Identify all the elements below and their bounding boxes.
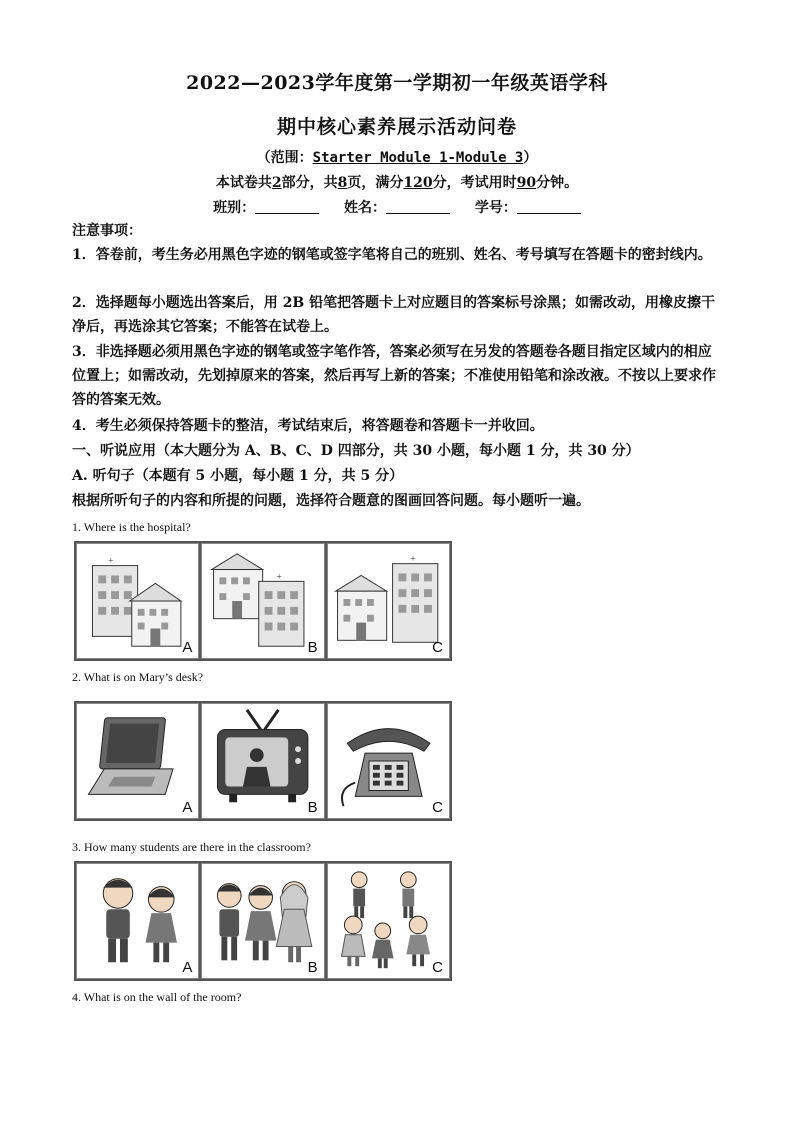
class-blank[interactable] [255,199,319,214]
option-label: C [432,799,443,816]
note-item-4: 4．考生必须保持答题卡的整洁，考试结束后，将答题卷和答题卡一并收回。 [72,418,544,434]
full-score: 120 [403,175,433,191]
question-2: 2. What is on Mary’s desk? [72,670,204,684]
option-label: C [432,959,443,976]
hospital-building-icon [202,544,323,658]
question-1-options [74,541,452,661]
part-a-title: A. 听句子（本题有 5 小题，每小题 1 分，共 5 分） [72,468,404,484]
question-3-options [74,861,452,981]
option-label: A [182,959,193,976]
q1-option-b[interactable] [201,543,324,659]
exam-meta: 本试卷共2部分，共8页，满分120分，考试用时90分钟。 [215,175,579,191]
svg-text:+: + [108,555,114,567]
question-3: 3. How many students are there in the classroom? [72,840,311,854]
five-students-icon [328,864,449,978]
two-students-icon [77,864,198,978]
svg-text:+: + [409,553,416,565]
q2-option-c[interactable] [327,703,450,819]
hospital-building-icon [77,544,198,658]
q2-option-a[interactable] [76,703,199,819]
exam-title: 2022—2023学年度第一学期初一年级英语学科 [186,72,608,94]
part-count: 2 [271,175,282,191]
exam-subtitle: 期中核心素养展示活动问卷 [276,116,517,138]
exam-scope: （范围：Starter Module 1-Module 3） [256,150,538,166]
hospital-building-icon [328,544,449,658]
svg-text:+: + [276,571,283,583]
option-label: B [307,639,318,656]
exam-minutes: 90 [516,175,537,191]
note-item-1: 1．答卷前，考生务必用黑色字迹的钢笔或签字笔将自己的班别、姓名、考号填写在答题卡的密封线内。 [72,247,712,263]
question-1: 1. Where is the hospital? [72,520,191,534]
option-label: C [432,639,443,656]
class-field: 班别： [213,200,319,216]
q3-option-c[interactable] [327,863,450,979]
question-4: 4. What is on the wall of the room? [72,990,242,1004]
note-item-2: 2．选择题每小题选出答案后，用 2B 铅笔把答题卡上对应题目的答案标号涂黑；如需改动，用橡皮擦干净后，再选涂其它答案；不能答在试卷上。 [72,295,716,335]
part-a-instruction: 根据所听句子的内容和所提的问题，选择符合题意的图画回答问题。每小题听一遍。 [72,493,590,509]
scope-range: Starter Module 1-Module 3 [312,150,524,166]
student-info-fields [0,197,794,217]
laptop-icon [77,704,198,818]
question-2-options [74,701,452,821]
section-title: 一、听说应用（本大题分为 A、B、C、D 四部分，共 30 小题，每小题 1 分，共 30 分） [72,443,640,459]
name-field: 姓名： [344,200,450,216]
option-label: B [307,959,318,976]
option-label: B [307,799,318,816]
three-students-icon [202,864,323,978]
option-label: A [182,799,193,816]
q2-option-b[interactable] [201,703,324,819]
q1-option-c[interactable] [327,543,450,659]
name-blank[interactable] [386,199,450,214]
notes-heading: 注意事项： [72,223,142,239]
note-item-3: 3．非选择题必须用黑色字迹的钢笔或签字笔作答，答案必须写在另发的答题卷各题目指定区域内的相应位置上；如需改动，先划掉原来的答案，然后再写上新的答案；不准使用铅笔和涂改液。不按以上要求作答的答案无效。 [72,344,716,408]
page-count: 8 [337,175,348,191]
television-icon [202,704,323,818]
q3-option-b[interactable] [201,863,324,979]
option-label: A [182,639,193,656]
telephone-icon [328,704,449,818]
student-id-blank[interactable] [517,199,581,214]
student-id-field: 学号： [475,200,581,216]
q1-option-a[interactable] [76,543,199,659]
q3-option-a[interactable] [76,863,199,979]
